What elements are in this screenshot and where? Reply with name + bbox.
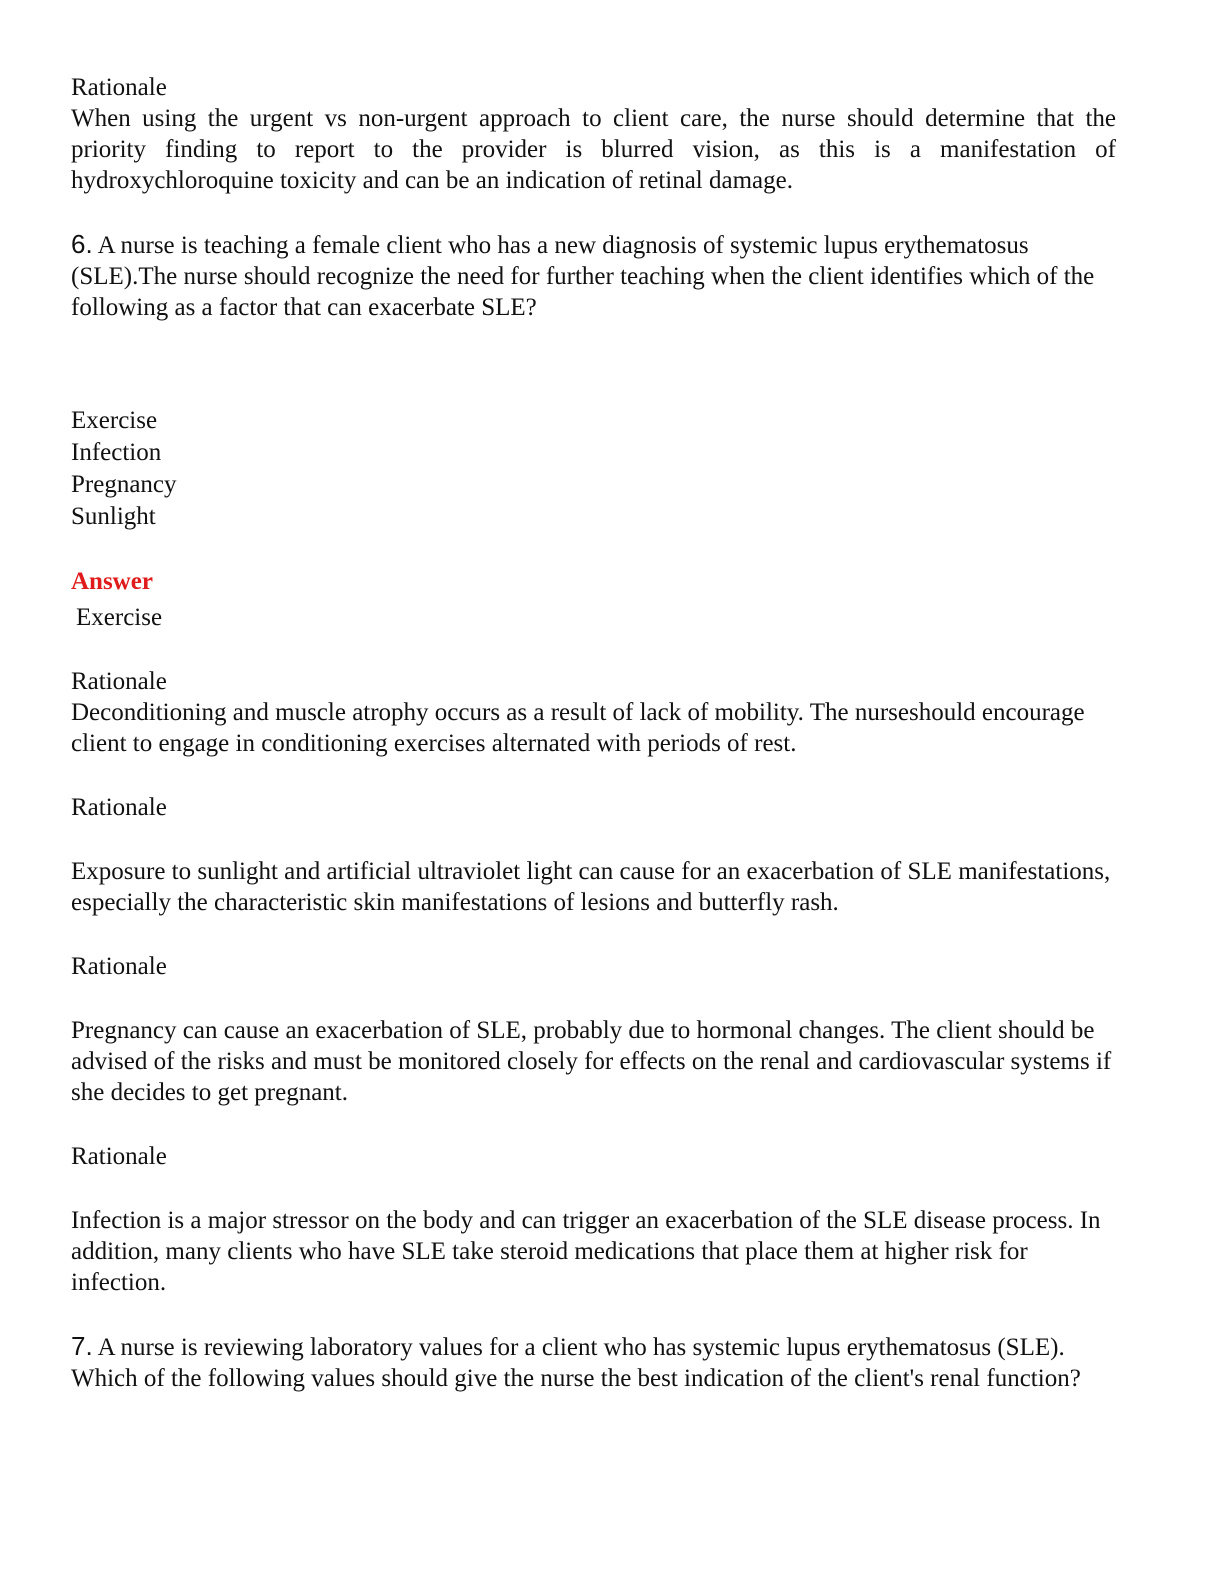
document-page bbox=[71, 72, 1116, 1394]
rationale-heading: Rationale bbox=[71, 74, 167, 101]
question-number: 6. bbox=[71, 229, 93, 259]
rationale-heading: Rationale bbox=[71, 953, 167, 980]
answer-label: Answer bbox=[71, 568, 153, 595]
question-text: A nurse is teaching a female client who has a new diagnosis of systemic lupus erythematosus (SLE).The nurse should recognize the need for further teaching when the client identifies which of the following as a factor that can exacerbate SLE? bbox=[71, 232, 1095, 321]
rationale-text: Exposure to sunlight and artificial ultraviolet light can cause for an exacerbation of SLE manifestations, especially the characteristic skin manifestations of lesions and butterfly rash. bbox=[71, 858, 1111, 916]
rationale-text: Infection is a major stressor on the body and can trigger an exacerbation of the SLE disease process. In addition, many clients who have SLE take steroid medications that place them at higher risk for infection. bbox=[71, 1207, 1101, 1296]
rationale-text: When using the urgent vs non-urgent approach to client care, the nurse should determine that the priority finding to report to the provider is blurred vision, as this is a manifestation of hydroxychloroquine toxicity and can be an indication of retinal damage. bbox=[71, 105, 1116, 194]
question-7 bbox=[71, 1331, 1116, 1394]
rationale-heading: Rationale bbox=[71, 1143, 167, 1170]
answer-value: Exercise bbox=[76, 604, 163, 631]
option-item: Pregnancy bbox=[71, 471, 177, 498]
question-text: A nurse is reviewing laboratory values for a client who has systemic lupus erythematosus (SLE). Which of the following values should give the nurse the best indication of the client's renal function? bbox=[71, 1334, 1081, 1392]
rationale-text: Pregnancy can cause an exacerbation of SLE, probably due to hormonal changes. The client should be advised of the risks and must be monitored closely for effects on the renal and cardiovascular systems if she decides to get pregnant. bbox=[71, 1017, 1112, 1106]
option-item: Exercise bbox=[71, 407, 158, 434]
rationale-heading: Rationale bbox=[71, 794, 167, 821]
option-item: Sunlight bbox=[71, 503, 156, 530]
question-6 bbox=[71, 229, 1116, 323]
option-item: Infection bbox=[71, 439, 162, 466]
rationale-heading: Rationale bbox=[71, 668, 167, 695]
answer-options bbox=[71, 405, 1116, 533]
question-number: 7. bbox=[71, 1331, 93, 1361]
rationale-text: Deconditioning and muscle atrophy occurs as a result of lack of mobility. The nurseshould encourage client to engage in conditioning exercises alternated with periods of rest. bbox=[71, 699, 1085, 757]
